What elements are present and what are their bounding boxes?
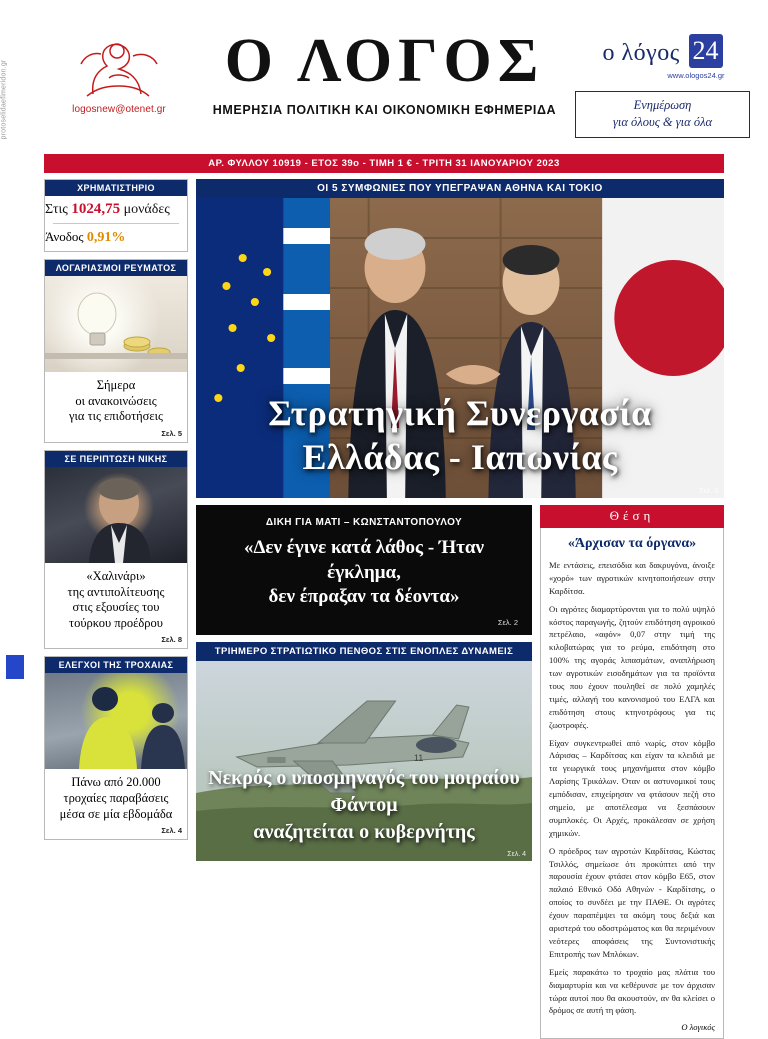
caption-turkey-l4: τούρκου προέδρου — [69, 615, 163, 630]
title-block — [194, 10, 575, 117]
contact-email: logosnew@otenet.gr — [72, 104, 166, 115]
caption-turkey-l2: της αντιπολίτευσης — [67, 584, 165, 599]
opinion-paragraph: Οι αγρότες διαμαρτύρονται για το πολύ υψηλό κόστος παραγωγής, ζητούν επιδότηση αγροικού πετρέλαιο, «αφόν» 0,07 στην τιμή της κιλοβατώρας για το ρεύμα, επιδότηση στο 100% της αγοράς λιπασμάτων, αναπλήρωση των αγροτικών εισοδημάτων για τα προϊόντα τους που έχουν πουληθεί σε πολύ χαμηλές τιμές, αλλαγή του κανονισμού του ΕΛΓΑ και επιδότηση στους κτηνοτρόφους για τις ζωοτροφές. — [549, 603, 715, 730]
caption-turkey-l3: στις εξουσίες του — [72, 600, 160, 615]
trial-headline-line-2: δεν έπραξαν τα δέοντα» — [268, 586, 460, 608]
lead-kicker: ΟΙ 5 ΣΥΜΦΩΝΙΕΣ ΠΟΥ ΥΠΕΓΡΑΨΑΝ ΑΘΗΝΑ ΚΑΙ ΤΟΚΙΟ — [196, 179, 724, 198]
sidebar-story-turkey[interactable] — [44, 450, 188, 650]
sidebar-story-traffic[interactable] — [44, 656, 188, 840]
issue-info-strip: ΑΡ. ΦΥΛΛΟΥ 10919 - ΕΤΟΣ 39ο - ΤΙΜΗ 1 € - ΤΡΙΤΗ 31 ΙΑΝΟΥΑΡΙΟΥ 2023 — [44, 154, 724, 173]
market-index-value: 1024,75 — [71, 201, 121, 217]
section-head-traffic: ΕΛΕΓΧΟΙ ΤΗΣ ΤΡΟΧΑΙΑΣ — [45, 657, 187, 673]
caption-turkey — [45, 563, 187, 634]
caption-traffic-l2: τροχαίες παραβάσεις — [63, 791, 169, 805]
market-divider — [53, 223, 179, 224]
market-head: ΧΡΗΜΑΤΙΣΤΗΡΙΟ — [45, 180, 187, 196]
site-badge: 24 — [689, 34, 723, 68]
trial-headline — [210, 536, 518, 610]
caption-traffic-l1: Πάνω από 20.000 — [71, 775, 161, 790]
market-index-unit: μονάδες — [123, 202, 170, 217]
site-domain: www.ologos24.gr — [667, 71, 725, 80]
phantom-fighter-jet-photo[interactable] — [196, 661, 532, 861]
opinion-paragraph: Εμείς παρακάτω το τροχαίο μας πλάτια του διαμαρτυρία και να κεθέρυνσε με τον άρχισαν τώρα αυτοί που θα ακουστούν, αν θα κλείσει ο δρόμος σε αυτή τη φάση. — [549, 966, 715, 1016]
jet-kicker: ΤΡΙΗΜΕΡΟ ΣΤΡΑΤΙΩΤΙΚΟ ΠΕΝΘΟΣ ΣΤΙΣ ΕΝΟΠΛΕΣ ΔΥΝΑΜΕΙΣ — [196, 642, 532, 661]
market-index-prefix: Στις — [45, 202, 68, 217]
caption-electricity-l2: οι ανακοινώσεις — [75, 393, 157, 408]
tagline-line-1: Ενημέρωση — [633, 98, 692, 112]
opinion-paragraph: Με εντάσεις, επεισόδια και δακρυγόνα, άνοιξε «χορό» των αγροτικών κινητοποιήσεων στην Καρδίτσα. — [549, 560, 715, 596]
lightbulb-coins-photo — [45, 276, 187, 372]
market-change-prefix: Άνοδος — [45, 229, 84, 244]
mitsotakis-kishida-handshake-photo — [196, 198, 724, 498]
section-head-electricity: ΛΟΓΑΡΙΑΣΜΟΙ ΡΕΥΜΑΤΟΣ — [45, 260, 187, 276]
lead-headline-line-1: Στρατηγική Συνεργασία — [268, 393, 652, 434]
opinion-column — [540, 505, 724, 1039]
caption-electricity-l3: για τις επιδοτήσεις — [69, 409, 163, 424]
opinion-signature: Ο λογικός — [681, 1022, 715, 1033]
traffic-police-photo — [45, 673, 187, 769]
opinion-title: «Άρχισαν τα όργανα» — [567, 536, 697, 551]
decorative-blue-block — [6, 655, 24, 679]
market-box — [44, 179, 188, 252]
mid-row — [196, 505, 724, 1039]
lead-headline-line-2: Ελλάδας - Ιαπωνίας — [302, 437, 618, 478]
tagline-line-2: για όλους & για όλα — [612, 114, 713, 129]
sidebar-story-electricity[interactable] — [44, 259, 188, 443]
opinion-paragraph: Ο πρόεδρος των αγροτών Καρδίτσας, Κώστας Τσιλλός, σημείωσε ότι προκύπτει από την παρουσία έχουν φτάσει στον κόμβο Ε65, στον παλαιό Εθνικό Οδό Αθηνών - Καρδίτσης, ο οποίος το συνδέει με την ΠΑΘΕ. Οι αγρότες έχουν παραπέμψει τα ακόμη τους δεξιά και αριστερά του οδοστρώματος και θα περιμένουν νεότερες αποφάσεις της Συντονιστικής Επιτροπής των Μπλόκων. — [549, 845, 715, 959]
paper-subtitle: ΗΜΕΡΗΣΙΑ ΠΟΛΙΤΙΚΗ ΚΑΙ ΟΙΚΟΝΟΜΙΚΗ ΕΦΗΜΕΡΙΔΑ — [212, 102, 557, 117]
page-ref-electricity: Σελ. 5 — [161, 428, 182, 438]
jet-page-ref: Σελ. 4 — [507, 851, 526, 859]
opinion-body — [549, 559, 715, 1017]
section-head-turkey: ΣΕ ΠΕΡΙΠΤΩΣΗ ΝΙΚΗΣ — [45, 451, 187, 467]
main-column — [196, 179, 724, 1039]
mid-left-column — [196, 505, 532, 1039]
opinion-box — [540, 528, 724, 1039]
page-ref-traffic: Σελ. 4 — [161, 826, 182, 836]
masthead — [0, 0, 768, 152]
lead-headline — [196, 392, 724, 480]
opinion-paragraph: Είχαν συγκεντρωθεί από νωρίς, στον κόμβο Λάρισας – Καρδίτσας και είχαν τα κλειδιά με τα γεωργικά τους μηχανήματα στον κόμβο Λαρίσης Τρικάλων. Όταν οι αστυνομικοί τους εμπόδισαν, επιχείρησαν να φτάσουν πεζή στο σημείο, με αποτέλεσμα να ξεσπάσουν συμπλοκές. Οι Αρχές, προκάλεσαν σε χρήση χημικών. — [549, 737, 715, 838]
newspaper-logo — [44, 10, 194, 115]
site-logo[interactable] — [602, 34, 725, 80]
caption-traffic-l3: μέσα σε μία εβδομάδα — [59, 806, 173, 821]
svg-text:11: 11 — [413, 753, 424, 764]
source-watermark: protoselidaefimeridon.gr — [0, 59, 8, 140]
site-name: ο λόγος — [602, 40, 680, 66]
greek-figure-icon — [73, 34, 165, 100]
trial-kicker: ΔΙΚΗ ΓΙΑ ΜΑΤΙ – ΚΩΝΣΤΑΝΤΟΠΟΥΛΟΥ — [265, 517, 463, 528]
website-block — [575, 10, 750, 138]
caption-electricity-l1: Σήμερα — [96, 378, 136, 392]
market-change-value: 0,91% — [86, 230, 126, 245]
market-change-line — [45, 227, 187, 251]
opinion-head: Θέση — [540, 505, 724, 528]
trial-story[interactable] — [196, 505, 532, 635]
caption-electricity — [45, 372, 187, 427]
lead-page-ref: Σελ. 3 — [699, 488, 718, 495]
erdogan-photo — [45, 467, 187, 563]
paper-title: Ο ΛΟΓΟΣ — [224, 27, 545, 95]
market-index-line — [45, 196, 187, 220]
page-ref-turkey: Σελ. 8 — [161, 635, 182, 645]
jet-headline-line-1: Νεκρός ο υποσμηναγός του μοιραίου Φάντομ — [208, 767, 520, 817]
content-area — [0, 173, 768, 1039]
jet-headline — [196, 765, 532, 846]
trial-headline-line-1: «Δεν έγινε κατά λάθος - Ήταν έγκλημα, — [243, 537, 485, 583]
tagline-box — [575, 91, 750, 138]
caption-traffic — [45, 769, 187, 824]
caption-turkey-l1: «Χαλινάρι» — [86, 568, 146, 583]
jet-headline-line-2: αναζητείται ο κυβερνήτης — [253, 821, 475, 844]
left-column — [44, 179, 188, 1039]
trial-page-ref: Σελ. 2 — [497, 618, 518, 628]
